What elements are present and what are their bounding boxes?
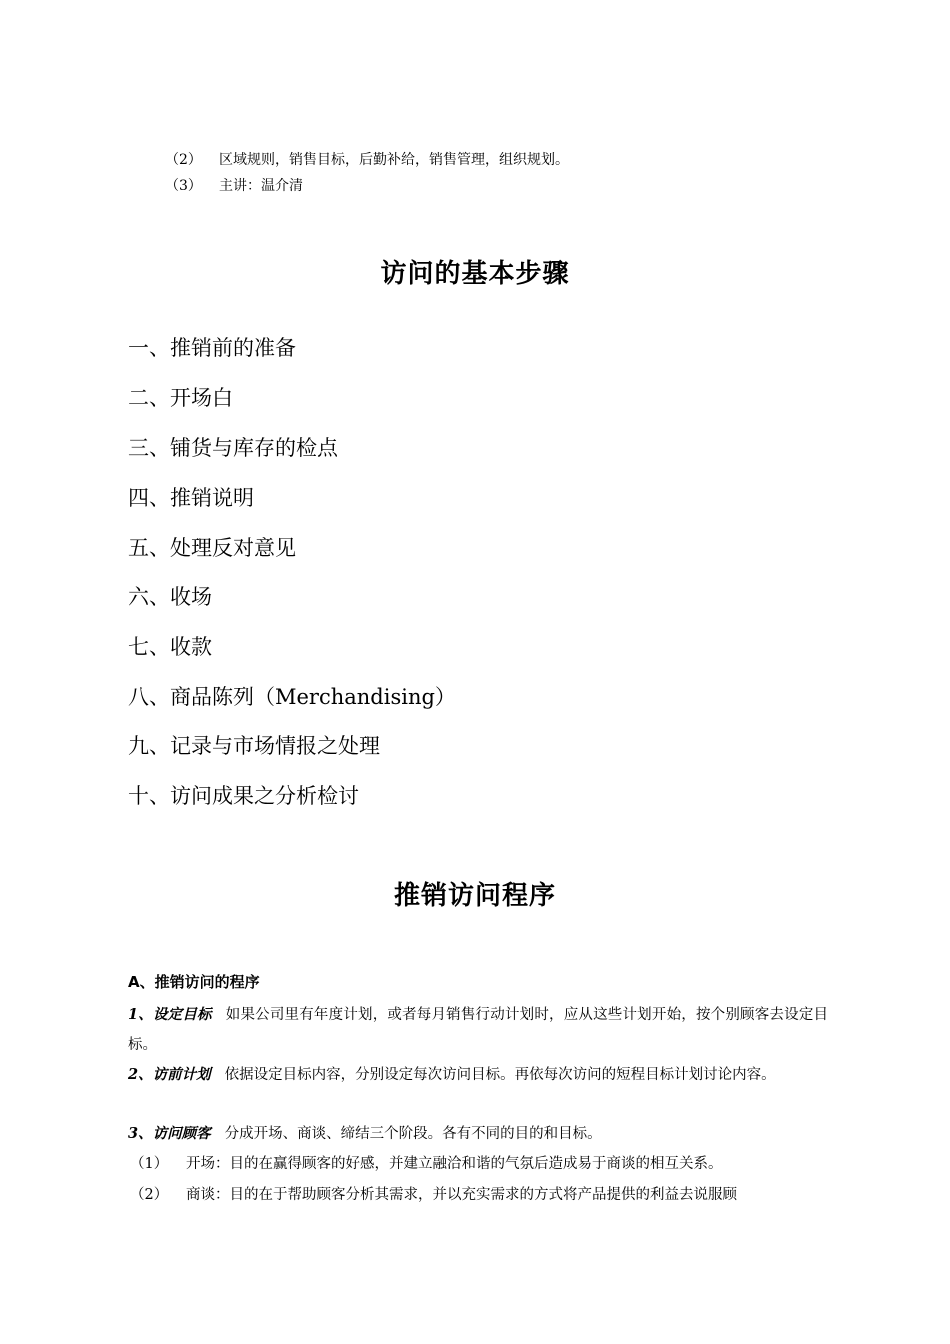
paragraph [128, 1000, 828, 1060]
step-item: 三、铺货与库存的检点 [128, 436, 338, 460]
paragraph-lead: 2、访前计划 [128, 1066, 211, 1083]
list-item [165, 150, 569, 170]
step-item: 一、推销前的准备 [128, 336, 296, 360]
sub-list-item [130, 1149, 830, 1179]
step-item: 八、商品陈列（Merchandising） [128, 685, 456, 709]
step-item: 七、收款 [128, 635, 212, 659]
paragraph [128, 1119, 828, 1149]
heading-basic-steps: 访问的基本步骤 [380, 259, 570, 289]
paragraph-text: 如果公司里有年度计划，或者每月销售行动计划时，应从这些计划开始，按个别顾客去设定目标。 [128, 1007, 829, 1053]
paragraph-text: 依据设定目标内容，分别设定每次访问目标。再依每次访问的短程目标计划讨论内容。 [224, 1067, 776, 1083]
paragraph-lead: 3、访问顾客 [128, 1125, 211, 1142]
step-item: 十、访问成果之分析检讨 [128, 784, 359, 808]
sub-list-text: 开场：目的在赢得顾客的好感，并建立融洽和谐的气氛后造成易于商谈的相互关系。 [186, 1156, 723, 1172]
list-item [165, 176, 303, 196]
list-text: 区域规则，销售目标，后勤补给，销售管理，组织规划。 [219, 152, 569, 168]
list-number: （2） [165, 152, 202, 168]
step-item: 五、处理反对意见 [128, 536, 296, 560]
step-item: 二、开场白 [128, 386, 233, 410]
sub-list-number: （2） [130, 1187, 169, 1203]
step-item: 四、推销说明 [128, 486, 254, 510]
step-item: 六、收场 [128, 585, 212, 609]
section-title: A、推销访问的程序 [128, 973, 260, 991]
sub-list-text: 商谈：目的在于帮助顾客分析其需求，并以充实需求的方式将产品提供的利益去说服顾 [186, 1187, 737, 1203]
list-text: 主讲：温介清 [219, 178, 303, 194]
list-number: （3） [165, 178, 202, 194]
sub-list-item [130, 1180, 830, 1210]
heading-sales-visit-procedure: 推销访问程序 [393, 881, 556, 911]
paragraph-lead: 1、设定目标 [128, 1006, 212, 1023]
paragraph-text: 分成开场、商谈、缔结三个阶段。各有不同的目的和目标。 [224, 1126, 602, 1142]
sub-list-number: （1） [130, 1156, 169, 1172]
paragraph [128, 1060, 828, 1090]
step-item: 九、记录与市场情报之处理 [128, 734, 380, 758]
